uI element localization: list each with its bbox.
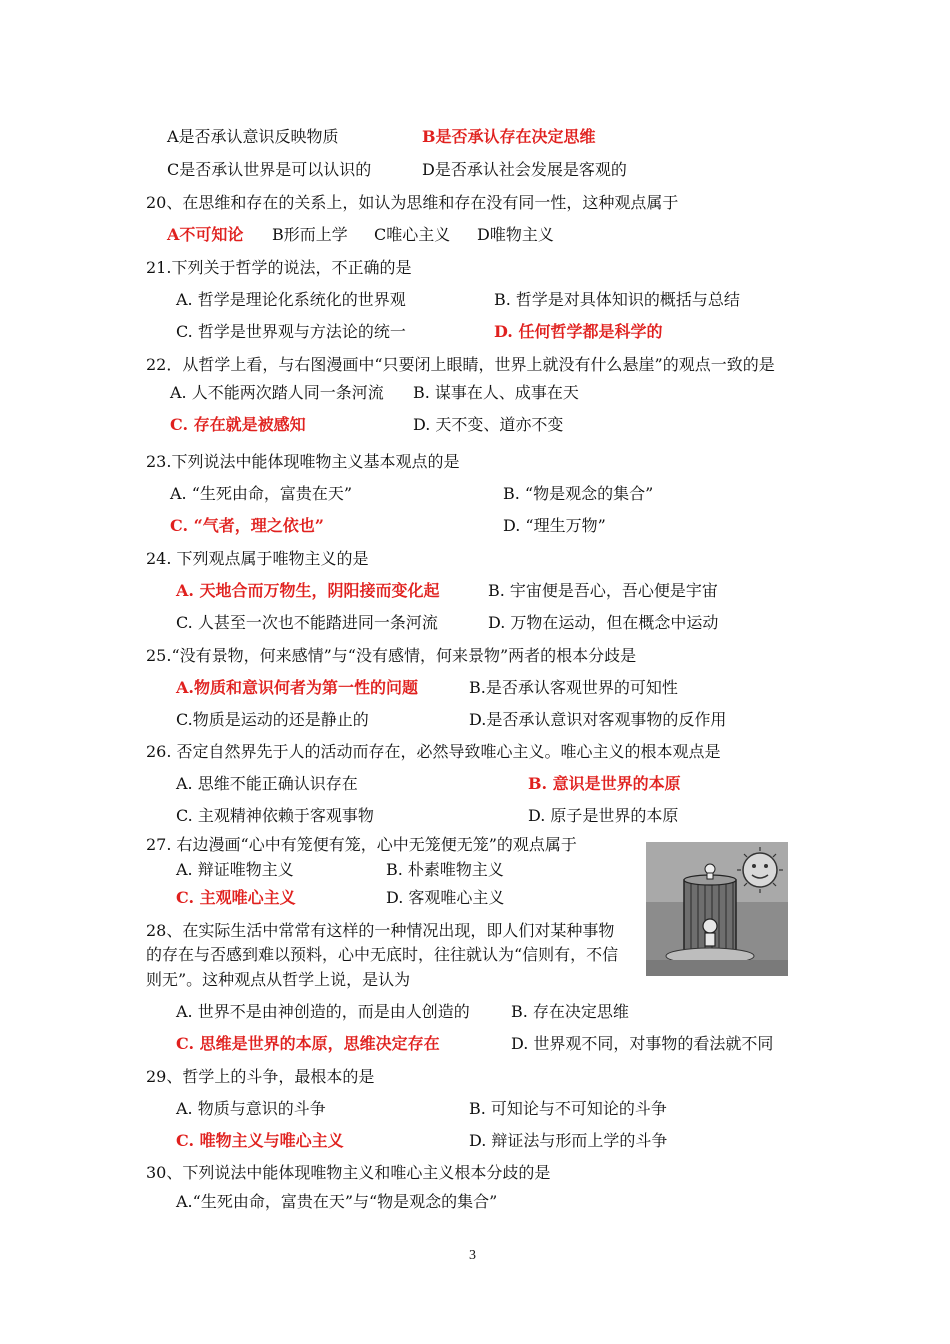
q27-option-c: C. 主观唯心主义 — [176, 888, 296, 907]
q22-option-c: C. 存在就是被感知 — [170, 415, 306, 434]
q23-option-c: C. “气者，理之依也” — [170, 516, 325, 535]
q28-option-d: D. 世界观不同，对事物的看法就不同 — [511, 1034, 774, 1053]
q21-option-c: C. 哲学是世界观与方法论的统一 — [176, 322, 406, 341]
q26-option-d: D. 原子是世界的本原 — [528, 806, 679, 825]
q29-option-a: A. 物质与意识的斗争 — [176, 1099, 326, 1118]
q26-option-c: C. 主观精神依赖于客观事物 — [176, 806, 374, 825]
page-number: 3 — [469, 1248, 476, 1263]
q29-stem: 29、哲学上的斗争，最根本的是 — [146, 1067, 375, 1086]
q19-option-a: A是否承认意识反映物质 — [167, 127, 339, 146]
q20-stem: 20、在思维和存在的关系上，如认为思维和存在没有同一性，这种观点属于 — [146, 193, 679, 212]
q20-option-c: C唯心主义 — [374, 225, 451, 244]
q20-option-d: D唯物主义 — [477, 225, 554, 244]
q28-stem-line3: 则无”。这种观点从哲学上说，是认为 — [146, 970, 411, 989]
q22-option-a: A. 人不能两次踏人同一条河流 — [170, 383, 384, 402]
q20-option-b: B形而上学 — [272, 225, 348, 244]
q28-stem-line1: 28、在实际生活中常常有这样的一种情况出现，即人们对某种事物 — [146, 921, 615, 940]
q28-option-c: C. 思维是世界的本原，思维决定存在 — [176, 1034, 440, 1053]
q24-option-b: B. 宇宙便是吾心，吾心便是宇宙 — [488, 581, 718, 600]
q19-option-d: D是否承认社会发展是客观的 — [422, 160, 627, 179]
q24-stem: 24. 下列观点属于唯物主义的是 — [146, 549, 369, 568]
q22-stem: 22．从哲学上看，与右图漫画中“只要闭上眼睛，世界上就没有什么悬崖”的观点一致的是 — [146, 355, 775, 374]
q27-option-b: B. 朴素唯物主义 — [386, 860, 504, 879]
q22-option-b: B. 谋事在人、成事在天 — [413, 383, 579, 402]
q23-option-b: B. “物是观念的集合” — [503, 484, 654, 503]
q26-option-b: B. 意识是世界的本原 — [528, 774, 681, 793]
q25-option-a: A.物质和意识何者为第一性的问题 — [176, 678, 418, 697]
q22-option-d: D. 天不变、道亦不变 — [413, 415, 564, 434]
q21-option-b: B. 哲学是对具体知识的概括与总结 — [494, 290, 740, 309]
q23-option-a: A. “生死由命，富贵在天” — [170, 484, 353, 503]
q28-option-b: B. 存在决定思维 — [511, 1002, 629, 1021]
q27-option-a: A. 辩证唯物主义 — [176, 860, 294, 879]
q21-option-d: D. 任何哲学都是科学的 — [494, 322, 663, 341]
q26-stem: 26. 否定自然界先于人的活动而存在，必然导致唯心主义。唯心主义的根本观点是 — [146, 742, 721, 761]
q27-option-d: D. 客观唯心主义 — [386, 888, 505, 907]
q21-stem: 21.下列关于哲学的说法，不正确的是 — [146, 258, 412, 277]
q25-option-b: B.是否承认客观世界的可知性 — [469, 678, 678, 697]
q29-option-b: B. 可知论与不可知论的斗争 — [469, 1099, 667, 1118]
q24-option-a: A. 天地合而万物生，阴阳接而变化起 — [176, 581, 440, 600]
q29-option-c: C. 唯物主义与唯心主义 — [176, 1131, 344, 1150]
q25-stem: 25.“没有景物，何来感情”与“没有感情，何来景物”两者的根本分歧是 — [146, 646, 637, 665]
q23-option-d: D. “理生万物” — [503, 516, 606, 535]
q30-option-a: A.“生死由命，富贵在天”与“物是观念的集合” — [176, 1192, 498, 1211]
q28-option-a: A. 世界不是由神创造的，而是由人创造的 — [176, 1002, 470, 1021]
q29-option-d: D. 辩证法与形而上学的斗争 — [469, 1131, 668, 1150]
q20-option-a: A不可知论 — [167, 225, 244, 244]
q24-option-d: D. 万物在运动，但在概念中运动 — [488, 613, 719, 632]
q21-option-a: A. 哲学是理论化系统化的世界观 — [176, 290, 406, 309]
q25-option-d: D.是否承认意识对客观事物的反作用 — [469, 710, 727, 729]
q28-stem-line2: 的存在与否感到难以预料，心中无底时，往往就认为“信则有，不信 — [146, 945, 619, 964]
q19-option-c: C是否承认世界是可以认识的 — [167, 160, 372, 179]
q30-stem: 30、下列说法中能体现唯物主义和唯心主义根本分歧的是 — [146, 1163, 551, 1182]
q23-stem: 23.下列说法中能体现唯物主义基本观点的是 — [146, 452, 460, 471]
q26-option-a: A. 思维不能正确认识存在 — [176, 774, 358, 793]
q24-option-c: C. 人甚至一次也不能踏进同一条河流 — [176, 613, 438, 632]
q25-option-c: C.物质是运动的还是静止的 — [176, 710, 369, 729]
cartoon-image — [646, 842, 788, 976]
q19-option-b: B是否承认存在决定思维 — [422, 127, 596, 146]
cartoon-drawing — [646, 842, 788, 976]
q27-stem: 27. 右边漫画“心中有笼便有笼，心中无笼便无笼”的观点属于 — [146, 835, 577, 854]
